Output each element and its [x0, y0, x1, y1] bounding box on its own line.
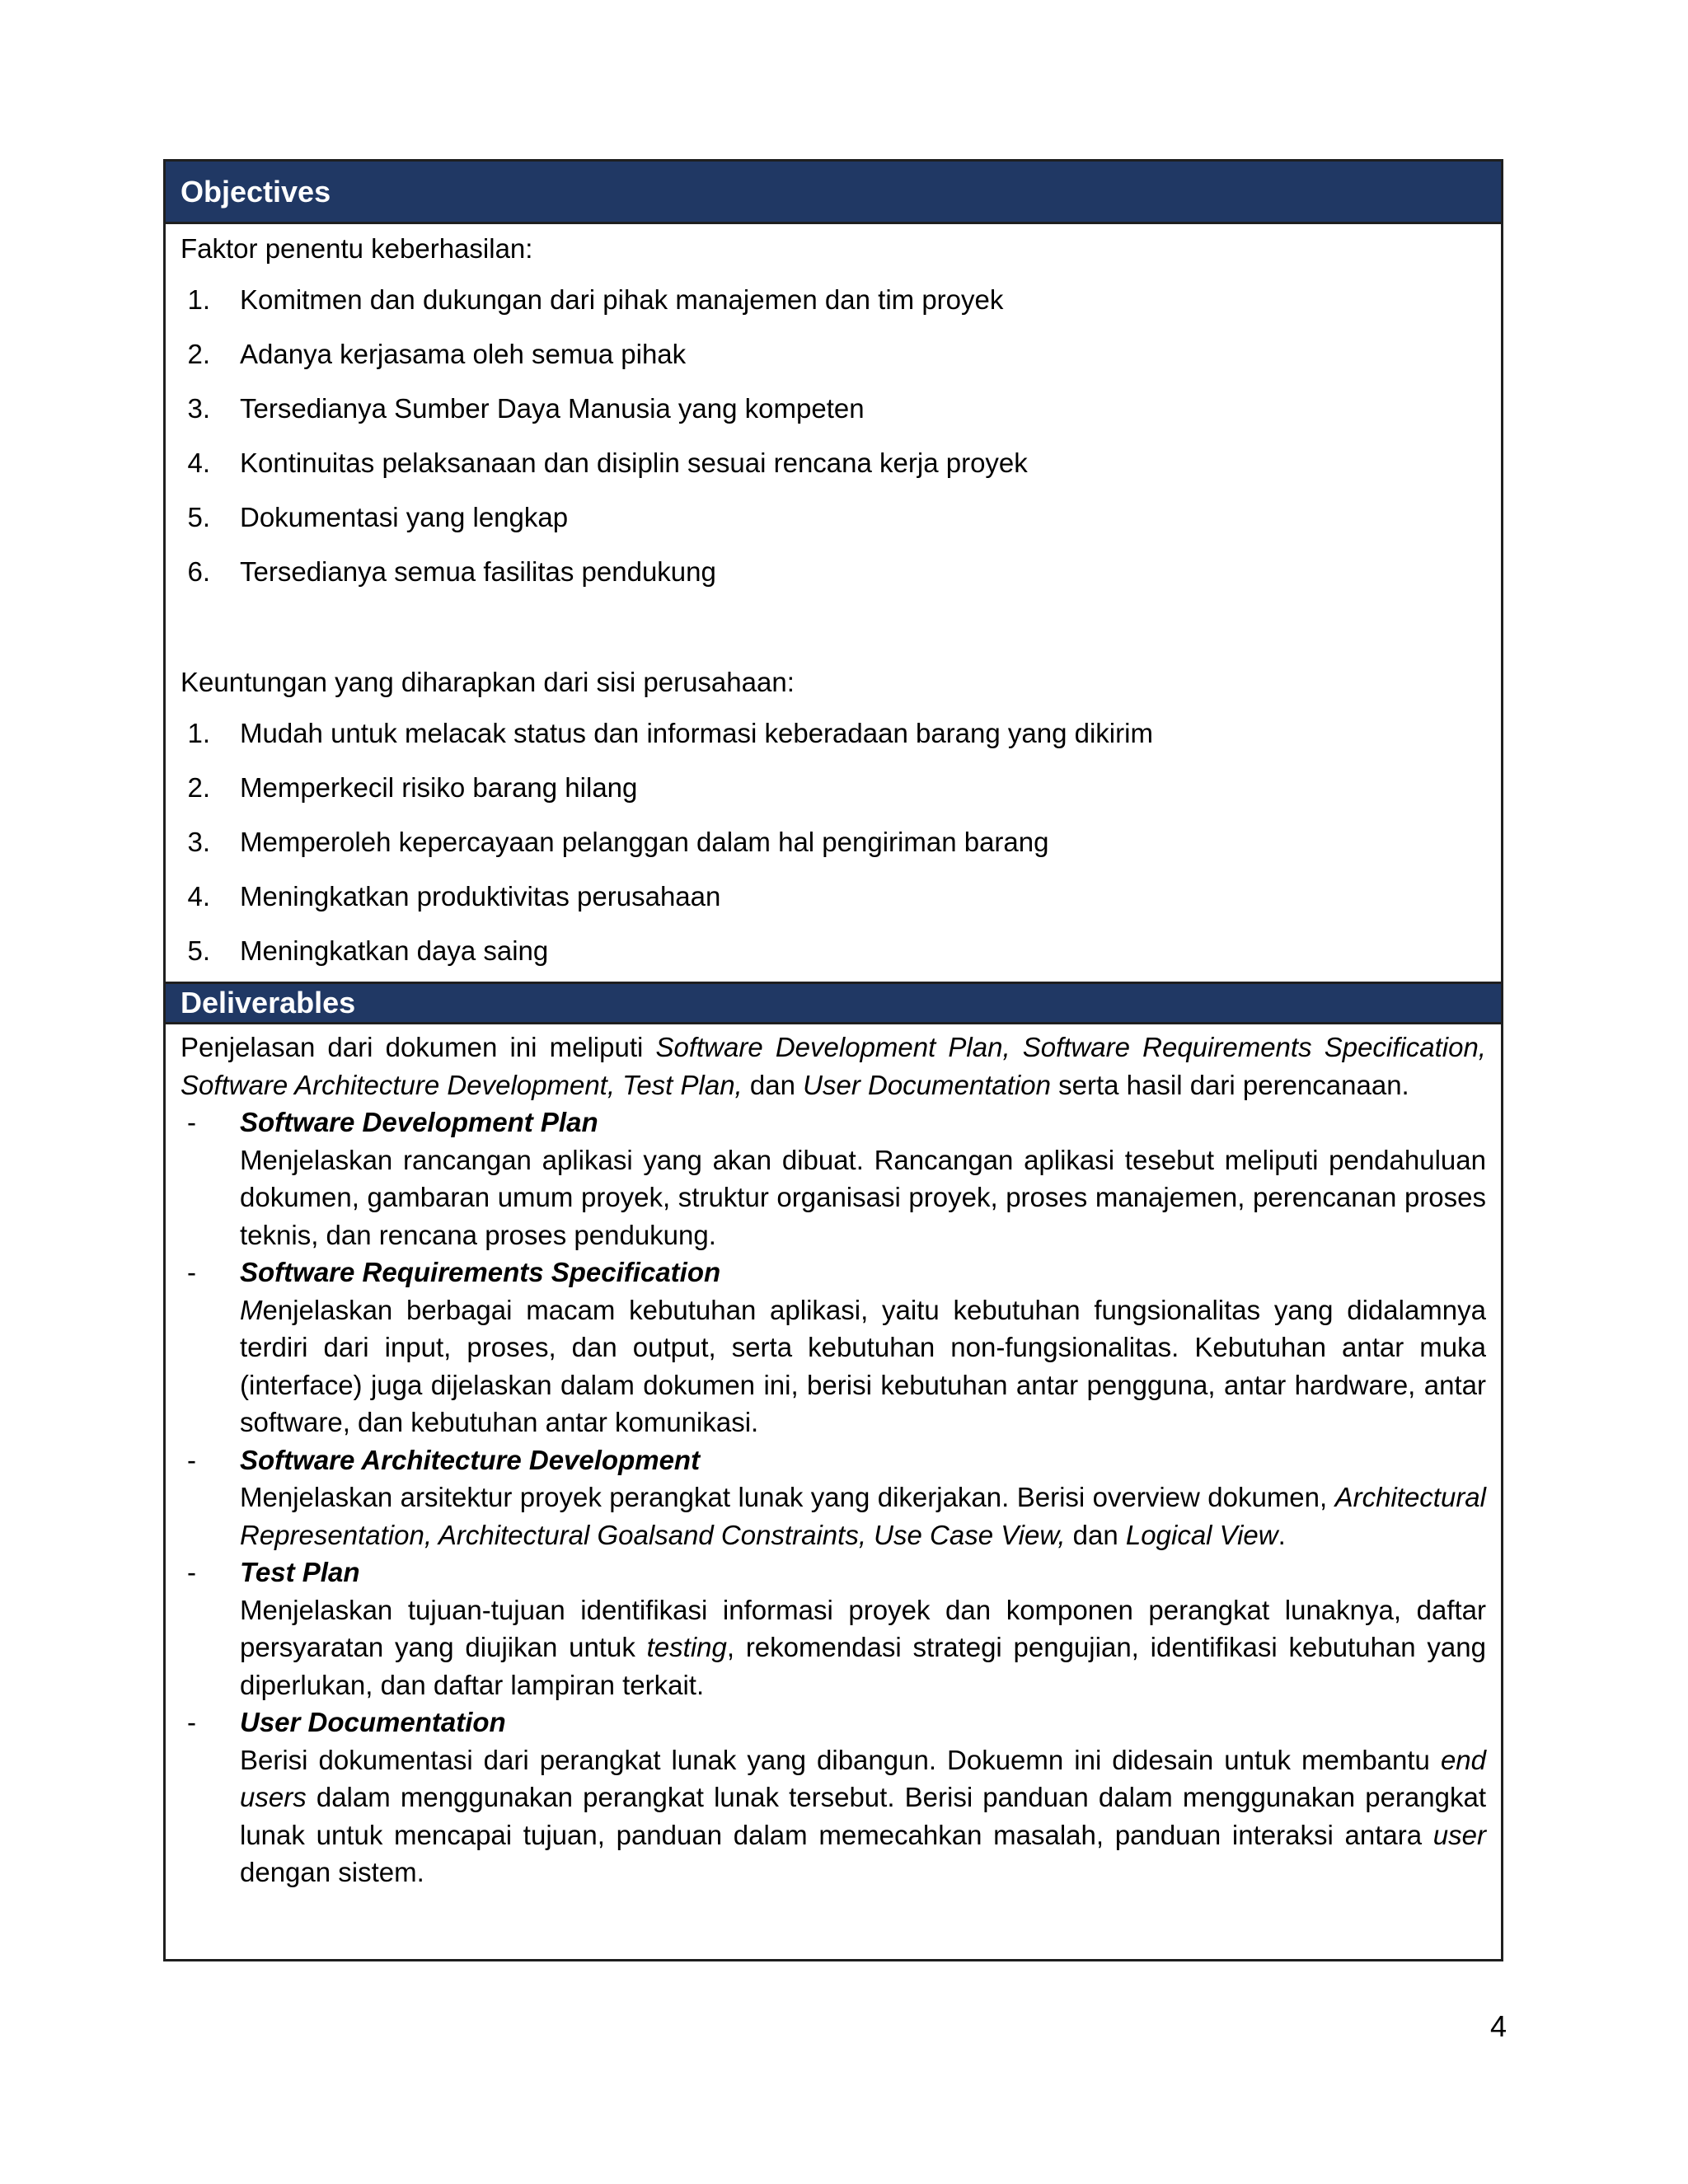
bullet-dash: - — [187, 1257, 196, 1287]
deliverable-title: Software Architecture Development — [240, 1444, 701, 1475]
deliverable-description: Menjelaskan tujuan-tujuan identifikasi informasi proyek dan komponen perangkat lunaknya, daftar persyaratan yang diujikan untuk testing, rekomendasi strategi pengujian, identifikasi kebutuhan yang diperlukan, dan daftar lampiran terkait. — [240, 1594, 1486, 1700]
deliverable-description: Menjelaskan berbagai macam kebutuhan aplikasi, yaitu kebutuhan fungsionalitas yang didalamnya terdiri dari input, proses, dan output, serta kebutuhan non-fungsionalitas. Kebutuhan antar muka (interface) juga dijelaskan dalam dokumen ini, berisi kebutuhan antar pengguna, antar hardware, antar software, dan kebutuhan antar komunikasi. — [240, 1294, 1486, 1437]
deliverable-item — [181, 1554, 1486, 1704]
deliverable-item — [181, 1441, 1486, 1554]
objectives-deliverables-table — [163, 159, 1503, 1961]
page-number: 4 — [1490, 2009, 1507, 2043]
bullet-dash: - — [187, 1444, 196, 1475]
deliverables-body — [181, 1029, 1486, 1891]
deliverable-description: Menjelaskan arsitektur proyek perangkat lunak yang dikerjakan. Berisi overview dokumen, Architectural Representation, Architectural Goalsand Constraints, Use Case View, dan Logical View. — [240, 1482, 1486, 1550]
deliverable-description: Berisi dokumentasi dari perangkat lunak yang dibangun. Dokuemn ini didesain untuk membantu end users dalam menggunakan perangkat lunak tersebut. Berisi panduan dalam menggunakan perangkat lunak untuk mencapai tujuan, panduan dalam memecahkan masalah, panduan interaksi antara user dengan sistem. — [240, 1744, 1486, 1887]
list-item: 4. Meningkatkan produktivitas perusahaan — [187, 881, 721, 912]
success-factors-list — [181, 284, 1028, 610]
benefits-intro: Keuntungan yang diharapkan dari sisi perusahaan: — [181, 667, 795, 697]
bullet-dash: - — [187, 1557, 196, 1587]
deliverables-heading-text: Deliverables — [181, 986, 356, 1019]
objectives-heading — [166, 162, 1501, 224]
deliverables-heading — [166, 982, 1501, 1024]
deliverable-title: User Documentation — [240, 1707, 506, 1737]
list-item: 2. Memperkecil risiko barang hilang — [187, 772, 638, 803]
list-item: 1. Mudah untuk melacak status dan informasi keberadaan barang yang dikirim — [187, 718, 1153, 748]
bullet-dash: - — [187, 1707, 196, 1737]
list-item: 6. Tersedianya semua fasilitas pendukung — [187, 556, 716, 587]
success-factors-intro: Faktor penentu keberhasilan: — [181, 233, 533, 264]
bullet-dash: - — [187, 1107, 196, 1137]
deliverable-title: Software Requirements Specification — [240, 1257, 721, 1287]
list-item: 3. Tersedianya Sumber Daya Manusia yang kompeten — [187, 393, 865, 424]
objectives-heading-text: Objectives — [181, 174, 331, 209]
deliverable-title: Software Development Plan — [240, 1107, 598, 1137]
list-item: 3. Memperoleh kepercayaan pelanggan dalam hal pengiriman barang — [187, 827, 1049, 857]
benefits-list — [181, 717, 1153, 989]
deliverable-item — [181, 1704, 1486, 1891]
deliverable-item — [181, 1104, 1486, 1254]
deliverables-intro: Penjelasan dari dokumen ini meliputi Software Development Plan, Software Requirements Specification, Software Architecture Development, Test Plan, dan User Documentation serta hasil dari perencanaan. — [181, 1032, 1486, 1100]
deliverable-description: Menjelaskan rancangan aplikasi yang akan dibuat. Rancangan aplikasi tesebut meliputi pendahuluan dokumen, gambaran umum proyek, struktur organisasi proyek, proses manajemen, perencanan proses teknis, dan rencana proses pendukung. — [240, 1144, 1486, 1250]
list-item: 1. Komitmen dan dukungan dari pihak manajemen dan tim proyek — [187, 284, 1004, 315]
deliverable-item — [181, 1254, 1486, 1441]
list-item: 5. Dokumentasi yang lengkap — [187, 502, 569, 532]
deliverable-title: Test Plan — [240, 1557, 360, 1587]
list-item: 2. Adanya kerjasama oleh semua pihak — [187, 339, 687, 369]
list-item: 5. Meningkatkan daya saing — [187, 935, 549, 966]
list-item: 4. Kontinuitas pelaksanaan dan disiplin sesuai rencana kerja proyek — [187, 448, 1028, 478]
